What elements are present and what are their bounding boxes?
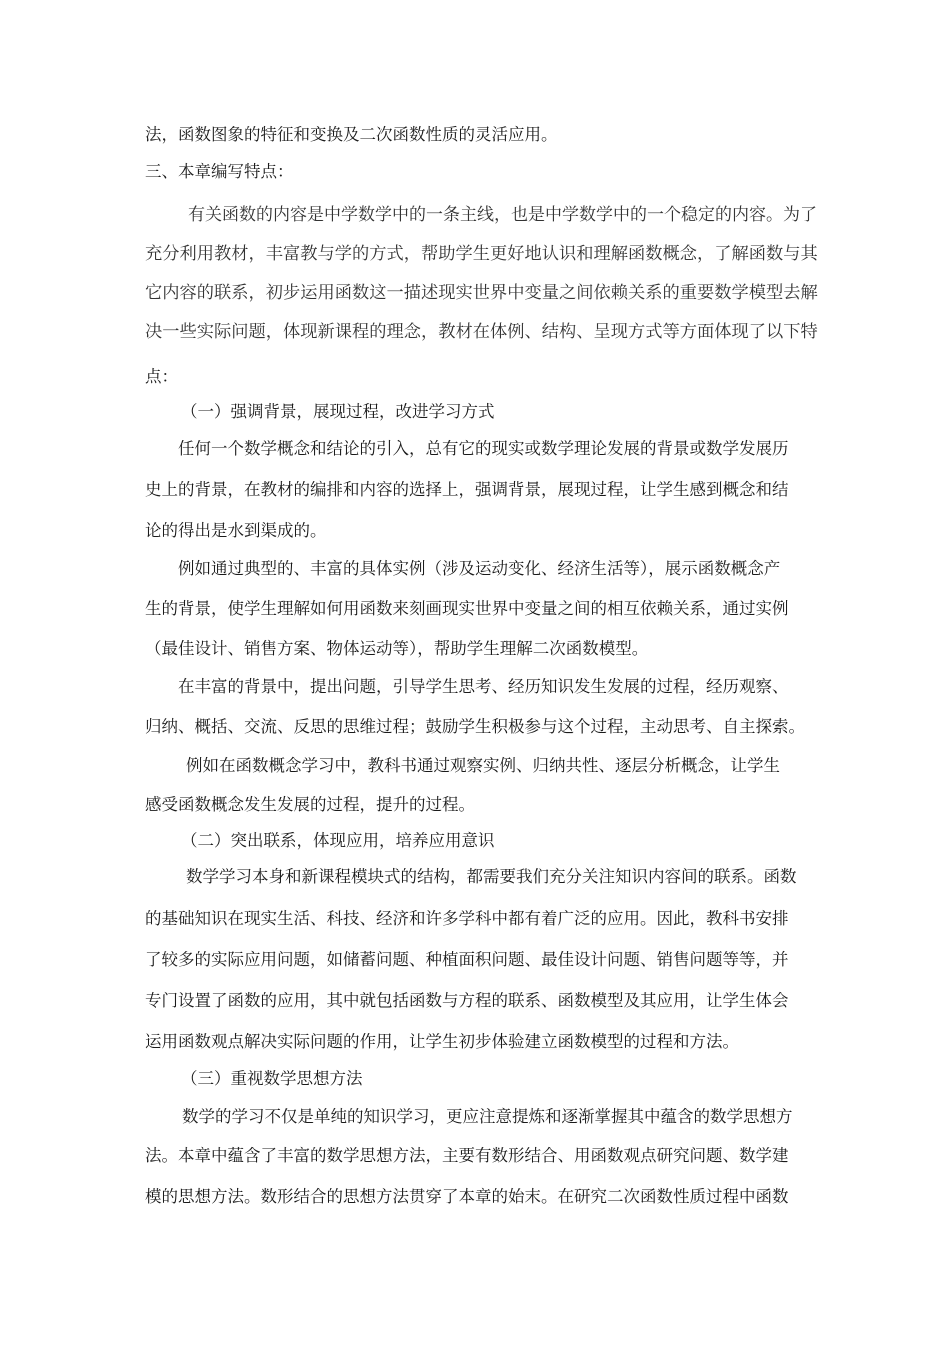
subsection-heading: （一）强调背景，展现过程，改进学习方式 — [181, 402, 495, 421]
paragraph-line: 法，函数图象的特征和变换及二次函数性质的灵活应用。 — [145, 125, 558, 144]
paragraph-line: 例如在函数概念学习中，教科书通过观察实例、归纳共性、逐层分析概念，让学生 — [186, 756, 780, 775]
paragraph-line: （最佳设计、销售方案、物体运动等），帮助学生理解二次函数模型。 — [145, 639, 649, 658]
paragraph-line: 数学学习本身和新课程模块式的结构，都需要我们充分关注知识内容间的联系。函数 — [186, 867, 797, 886]
paragraph-line: 论的得出是水到渠成的。 — [145, 521, 327, 540]
paragraph-line: 决一些实际问题，体现新课程的理念，教材在体例、结构、呈现方式等方面体现了以下特 — [145, 322, 818, 342]
paragraph-line: 专门设置了函数的应用，其中就包括函数与方程的联系、函数模型及其应用，让学生体会 — [145, 991, 789, 1010]
paragraph-line: 归纳、概括、交流、反思的思维过程；鼓励学生积极参与这个过程，主动思考、自主探索。 — [145, 717, 805, 736]
paragraph-line: 例如通过典型的、丰富的具体实例（涉及运动变化、经济生活等），展示函数概念产 — [178, 559, 781, 578]
subsection-heading: （二）突出联系，体现应用，培养应用意识 — [181, 831, 495, 850]
paragraph-line: 点： — [145, 367, 178, 386]
paragraph-line: 了较多的实际应用问题，如储蓄问题、种植面积问题、最佳设计问题、销售问题等等，并 — [145, 950, 789, 969]
subsection-heading: （三）重视数学思想方法 — [181, 1069, 363, 1088]
paragraph-line: 模的思想方法。数形结合的思想方法贯穿了本章的始末。在研究二次函数性质过程中函数 — [145, 1187, 789, 1206]
paragraph-line: 感受函数概念发生发展的过程，提升的过程。 — [145, 795, 475, 814]
paragraph-line: 有关函数的内容是中学数学中的一条主线，也是中学数学中的一个稳定的内容。为了 — [188, 205, 817, 225]
section-heading: 三、本章编写特点： — [145, 162, 294, 181]
paragraph-line: 的基础知识在现实生活、科技、经济和许多学科中都有着广泛的应用。因此，教科书安排 — [145, 909, 789, 928]
paragraph-line: 生的背景，使学生理解如何用函数来刻画现实世界中变量之间的相互依赖关系，通过实例 — [145, 599, 789, 618]
paragraph-line: 运用函数观点解决实际问题的作用，让学生初步体验建立函数模型的过程和方法。 — [145, 1032, 739, 1051]
paragraph-line: 法。本章中蕴含了丰富的数学思想方法，主要有数形结合、用函数观点研究问题、数学建 — [145, 1146, 789, 1165]
paragraph-line: 数学的学习不仅是单纯的知识学习，更应注意提炼和逐渐掌握其中蕴含的数学思想方 — [182, 1107, 793, 1126]
paragraph-line: 它内容的联系，初步运用函数这一描述现实世界中变量之间依赖关系的重要数学模型去解 — [145, 283, 818, 303]
paragraph-line: 充分利用教材，丰富教与学的方式，帮助学生更好地认识和理解函数概念，了解函数与其 — [145, 244, 818, 264]
paragraph-line: 任何一个数学概念和结论的引入，总有它的现实或数学理论发展的背景或数学发展历 — [178, 439, 789, 458]
paragraph-line: 在丰富的背景中，提出问题，引导学生思考、经历知识发生发展的过程，经历观察、 — [178, 677, 789, 696]
paragraph-line: 史上的背景，在教材的编排和内容的选择上，强调背景，展现过程，让学生感到概念和结 — [145, 480, 789, 499]
